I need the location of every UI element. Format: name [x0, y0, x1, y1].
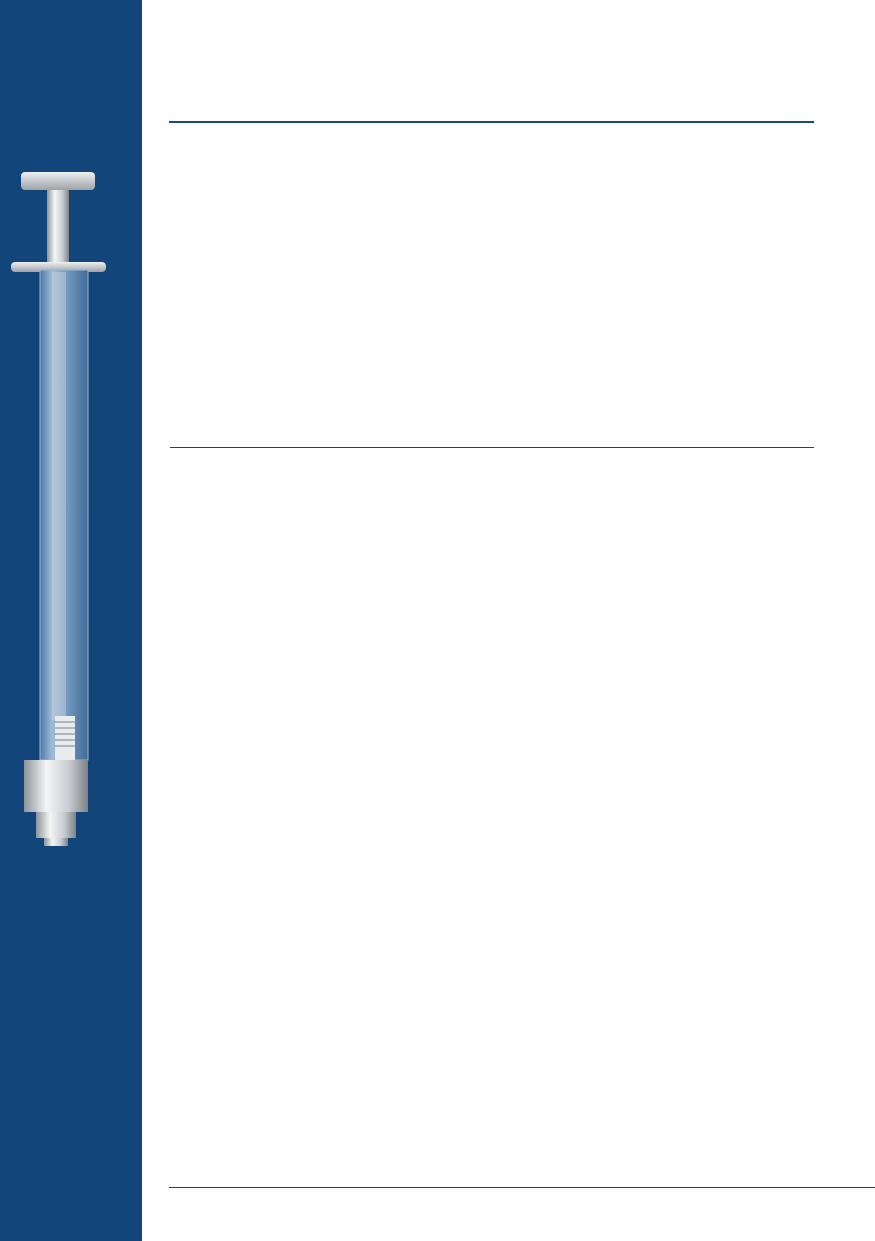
title-divider	[169, 121, 814, 123]
sidebar	[0, 0, 142, 1241]
side-tab-label	[104, 760, 134, 850]
piston-seal	[55, 716, 75, 762]
footer-rule	[169, 1187, 875, 1188]
syringe-illustration	[0, 160, 142, 860]
plunger-head	[21, 172, 95, 190]
luer-lock-hub	[24, 760, 88, 812]
plunger-rod	[47, 190, 69, 272]
table-header-rule	[170, 447, 814, 448]
